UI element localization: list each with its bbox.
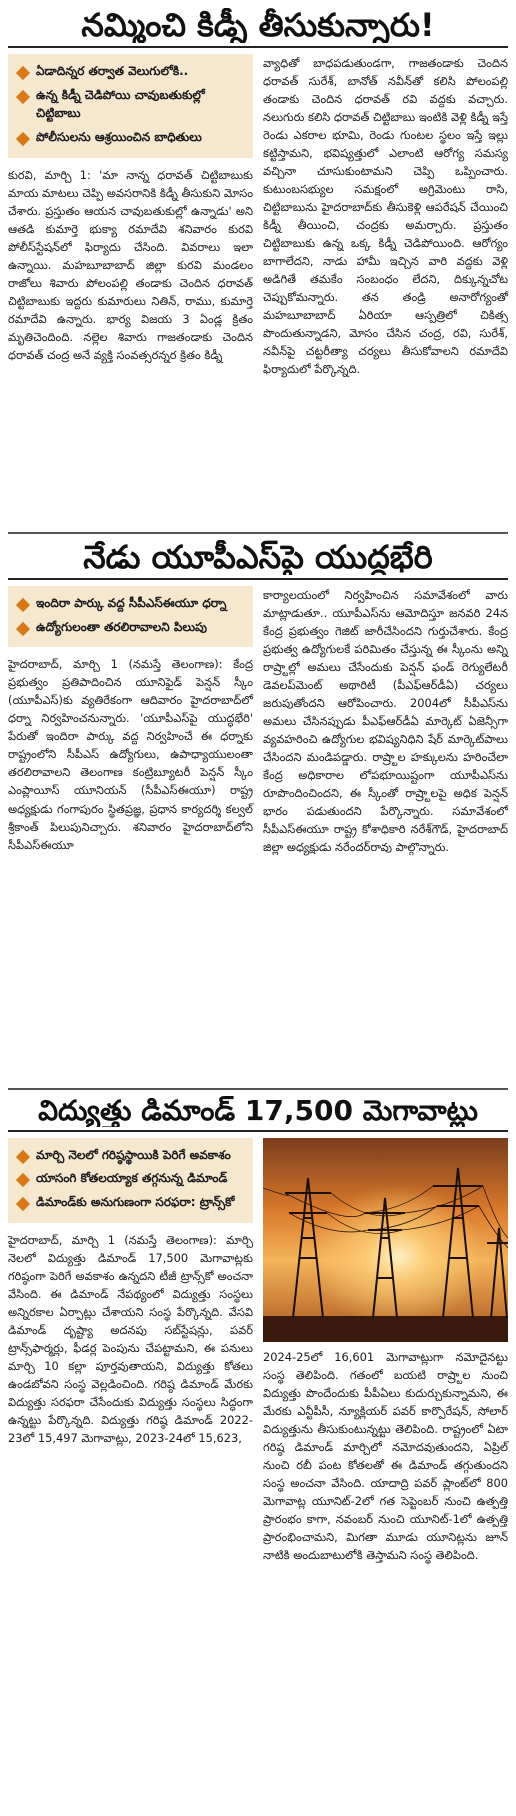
article-body-text: కురవి, మార్చి 1: 'మా నాన్న ధరావత్ చిట్టిబాబుకు మాయ మాటలు చెప్పి అవసరానికి కిడ్నీ తీసుకుని మోసం చేశారు. ప్రస్తుతం ఆయన చావుబతుకుల్లో ఉన్నాడు' అని ఆతడి కుమార్తె భుక్యా రమాదేవి శనివారం కురవి పోలీస్‌స్టేషన్‌లో ఫిర్యాదు చేసింది. వివరాలు ఇలా ఉన్నాయి. మహబూబాబాద్ జిల్లా కురవి మండలం రాజోలు శివారు పోలంపల్లి తండాకు చెందిన ధరావత్ చిట్టిబాబుకు ఇద్దరు కుమారులు నితిన్, రాము, కుమార్తె రమాదేవి ఉన్నారు. భార్య విజయ 3 ఏండ్ల క్రితం మృతిచెందింది. నల్లెల శివారు గాజతండాకు చెందిన ధరావత్ చంద్ర అనే వ్యక్తి సంవత్సరన్నర క్రితం కిడ్నీ [8, 167, 253, 362]
highlights-box [8, 54, 253, 157]
article-body-text: 2024-25లో 16,601 మెగావాట్లుగా నమోదైనట్టు సంస్థ తెలిపింది. గతంలో బయటి రాష్ర్టాల నుంచి విద్యుత్తు పొందేందుకు పీపీఏలు కుదుర్చుకున్నామని, ఈ మేరకు ఎన్టీపీసీ, న్యూక్లియర్ పవర్ కార్పొరేషన్, సోలార్ విద్యుత్తును తీసుకుంటున్నట్టు తెలిపింది. రాష్ట్రంలో ఏటా గరిష్ఠ డిమాండ్ మార్చిలో నమోదవుతుందని, ఏప్రిల్ నుంచి రబీ పంట కోతలతో ఈ డిమాండ్ తగ్గుతుందని సంస్థ అంచనా వేసింది. యాదాద్రి పవర్ ప్లాంట్‌లో 800 మెగావాట్ల యూనిట్-2లో గత సెప్టెంబర్ నుంచి ఉత్పత్తి ప్రారంభం కాగా, నవంబర్ నుంచి యూనిట్-1లో ఉత్పత్తి ప్రారంభించామని, మిగతా మూడు యూనిట్లను జూన్ నాటికి అందుబాటులోకి తెస్తామని సంస్థ తెలిపింది. [263, 1349, 508, 1562]
article-divider [8, 1088, 508, 1090]
diamond-bullet-icon [16, 66, 30, 80]
diamond-bullet-icon [16, 132, 30, 146]
highlight-item: ఇందిరా పార్కు వద్ద సీపీఎస్‌ఈయూ ధర్నా [16, 594, 245, 613]
highlight-item: యాసంగి కోతలయ్యాక తగ్గనున్న డిమాండ్ [16, 1169, 245, 1188]
pylons-sunset-image [263, 1138, 508, 1342]
article-kidney-left-column [8, 54, 253, 378]
highlights-box [8, 586, 253, 647]
article-power-right-column [263, 1138, 508, 1564]
article-power-left-column [8, 1138, 253, 1564]
article-kidney-right-column [263, 54, 508, 378]
diamond-bullet-icon [16, 90, 30, 104]
article-power [8, 1096, 508, 1564]
diamond-bullet-icon [16, 598, 30, 612]
article-ups-left-column [8, 586, 253, 856]
highlight-item: ఉన్న కిడ్నీ చెడిపోయి చావుబతుకుల్లో చిట్టిబాబు [16, 86, 245, 123]
headline-rule [8, 578, 508, 580]
highlight-item: ఏడాదిన్నర తర్వాత వెలుగులోకి.. [16, 62, 245, 81]
article-ups [8, 540, 508, 856]
headline-ups: నేడు యూపీఎస్‌పై యుద్ధభేరి [83, 540, 433, 576]
article-kidney [8, 8, 508, 378]
headline-kidney: నమ్మించి కిడ్నీ తీసుకున్నారు! [81, 8, 435, 44]
article-ups-right-column [263, 586, 508, 856]
highlight-item: మార్చి నెలలో గరిష్ఠస్థాయికి పెరిగే అవకాశం [16, 1146, 245, 1165]
headline-rule [8, 1130, 508, 1132]
headline-power: విద్యుత్తు డిమాండ్ 17,500 మెగావాట్లు [38, 1096, 478, 1127]
article-body-text: వ్యాధితో బాధపడుతుండగా, గాజతండాకు చెందిన ధరావత్ సురేశ్, బానోత్ నవీన్‌తో కలిసి పోలంపల్లి తండాకు చెందిన ధరావత్ రవి వద్దకు వచ్చారు. నలుగురు కలిసి ధరావత్ చిట్టిబాబు ఇంటికి వెళ్లి కిడ్నీ ఇస్తే రెండు ఎకరాల భూమి, రెండు గుంటల స్థలం ఇస్తే ఇల్లు కట్టిస్తామని, భవిష్యత్తులో ఎలాంటి ఆరోగ్య సమస్య వచ్చినా చూసుకుంటామని చెప్పి ఒప్పించారు. కుటుంబసభ్యుల సమక్షంలో అగ్రిమెంటు రాసి, చిట్టిబాబును హైదరాబాద్‌కు తీసుకెళ్లి ఆపరేషన్ చేయించి కిడ్నీ తీయించి, చంద్రకు అమర్చారు. ప్రస్తుతం చిట్టిబాబుకు ఉన్న ఒక్క కిడ్నీ చెడిపోయింది. ఆరోగ్యం బాగాలేదని, నాడు హామీ ఇచ్చిన వారి వద్దకు వెళ్లి అడిగితే తమకేం సంబంధం లేదని, దిక్కున్నచోట చెప్పుకోమన్నారు. తన తండ్రి అనారోగ్యంతో మహబూబాబాద్ ఏరియా ఆస్పత్రిలో చికిత్స పొందుతున్నాడని, మోసం చేసిన చంద్ర, రవి, సురేశ్, నవీన్‌పై చట్టరీత్యా చర్యలు తీసుకోవాలని రమాదేవి ఫిర్యాదులో పేర్కొన్నది. [263, 56, 508, 377]
diamond-bullet-icon [16, 1150, 30, 1164]
diamond-bullet-icon [16, 622, 30, 636]
diamond-bullet-icon [16, 1197, 30, 1211]
diamond-bullet-icon [16, 1173, 30, 1187]
highlights-box [8, 1138, 253, 1223]
highlight-item: పోలీసులను ఆశ్రయించిన బాధితులు [16, 128, 245, 147]
article-body-text: కార్యాలయంలో నిర్వహించిన సమావేశంలో వారు మాట్లాడుతూ.. యూపీఎస్‌ను ఆమోదిస్తూ జనవరి 24న కేంద్ర ప్రభుత్వం గెజిట్ జారీచేసిందని గుర్తుచేశారు. కేంద్ర ప్రభుత్వ ఉద్యోగులకే పరిమితం చేస్తున్న ఈ స్కీంను అన్ని రాష్ర్టాల్లో అమలు చేసేందుకు పెన్షన్ ఫండ్ రెగ్యులేటరీ డెవలప్‌మెంట్ అథారిటీ (పీఎఫ్‌ఆర్‌డీఏ) చర్యలు జరుపుతోందని ఆరోపించారు. 2004లో సీపీఎస్‌ను అమలు చేసినప్పుడు పీఎఫ్‌ఆర్‌డీఏ మార్కెట్ ఏజెన్సీగా వ్యవహరించి ఉద్యోగుల భవిష్యనిధిని షేర్ మార్కెట్‌పాలు చేసిందని మండిపడ్డారు. రాష్ర్టాల హక్కులను హరించేలా కేంద్ర అధికారాల లోపభూయిష్టంగా యూపీఎస్‌ను రూపొందించిందని, ఈ స్కీంతో రాష్ర్టాలపై అధిక పెన్షన్ భారం పడుతుందని పేర్కొన్నారు. సమావేశంలో సీపీఎస్‌ఈయూ రాష్ట్ర కోశాధికారి నరేశ్‌గౌడ్, హైదరాబాద్ జిల్లా అధ్యక్షుడు నరేందర్‌రావు పాల్గొన్నారు. [263, 588, 508, 855]
highlight-item: ఉద్యోగులంతా తరలిరావాలని పిలుపు [16, 618, 245, 637]
article-body-text: హైదరాబాద్, మార్చి 1 (నమస్తే తెలంగాణ): కేంద్ర ప్రభుత్వం ప్రతిపాదించిన యూనిఫైడ్ పెన్షన్ స్కీం (యూపీఎస్)కు వ్యతిరేకంగా ఆదివారం హైదరాబాద్‌లో ధర్నా నిర్వహించనున్నారు. 'యూపీఎస్‌పై యుద్ధభేరి' పేరుతో ఇందిరా పార్కు వద్ద నిర్వహించే ఈ ధర్నాకు రాష్ట్రంలోని సీపీఎస్ ఉద్యోగులు, ఉపాధ్యాయులంతా తరలిరావాలని తెలంగాణ కంట్రిబ్యూటరీ పెన్షన్ స్కీం ఎంప్లాయీస్ యూనియన్ (సీపీఎస్‌ఈయూ) రాష్ట్ర అధ్యక్షుడు గంగాపురం స్థితప్రజ్ఞ, ప్రధాన కార్యదర్శి కల్వల్ శ్రీకాంత్ పిలుపునిచ్చారు. శనివారం హైదరాబాద్‌లోని సీపీఎస్‌ఈయూ [8, 657, 253, 852]
highlight-item: డిమాండ్‌కు అనుగుణంగా సరఫరా: ట్రాన్స్‌కో [16, 1193, 245, 1212]
power-pylons-photo [263, 1138, 508, 1342]
article-body-text: హైదరాబాద్, మార్చి 1 (నమస్తే తెలంగాణ): మార్చి నెలలో విద్యుత్తు డిమాండ్ 17,500 మెగావాట్లకు గరిష్ఠంగా పెరిగే అవకాశం ఉన్నదని టీజీ ట్రాన్స్‌కో అంచనా వేసింది. ఈ డిమాండ్ నేపథ్యంలో విద్యుత్తు సంస్థలు అన్నిరకాల ఏర్పాట్లు చేశాయని సంస్థ పేర్కొన్నది. వేసవి డిమాండ్ దృష్ట్యా అదనపు సబ్‌స్టేషన్లు, పవర్ ట్రాన్స్‌ఫార్మర్లు, ఫీడర్ల పెంపును చేపట్టామని, ఈ పనులు మార్చి 10 కల్లా పూర్తవుతాయని, విద్యుత్తు కోతలు ఉండబోవని సంస్థ వెల్లడించింది. గరిష్ఠ డిమాండ్ మేరకు విద్యుత్తు సరఫరా చేసేందుకు విద్యుత్తు సంస్థలు సిద్ధంగా ఉన్నట్టు పేర్కొన్నది. విద్యుత్తు గరిష్ఠ డిమాండ్ 2022-23లో 15,497 మెగావాట్లు, 2023-24లో 15,623, [8, 1232, 253, 1445]
headline-rule [8, 46, 508, 48]
article-divider [8, 532, 508, 534]
